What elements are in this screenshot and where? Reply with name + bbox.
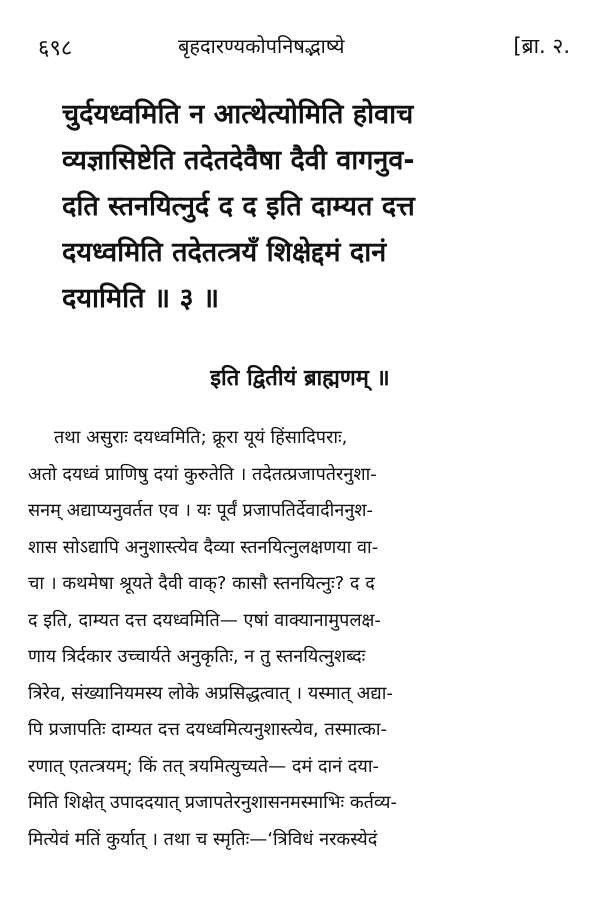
commentary-line: मित्येवं मतिं कुर्यात् । तथा च स्मृतिः—‘त्रिविधं नरकस्येदं	[28, 828, 378, 850]
verse-line: दयध्वमिति तदेतत्त्रयँ शिक्षेद्दमं दानं	[62, 237, 387, 268]
commentary-line: पि प्रजापतिः दाम्यत दत्त दयध्वमित्यनुशास्त्येव, तस्मात्का-	[28, 719, 387, 740]
section-reference: [ब्रा. २.	[513, 34, 570, 58]
commentary-line: तथा असुराः दयध्वमिति; क्रूरा यूयं हिंसादिपराः,	[54, 427, 348, 448]
verse-line: दति स्तनयित्नुर्द द द इति दाम्यत दत्त	[62, 191, 415, 222]
commentary-line: शास सोऽद्यापि अनुशास्त्येव दैव्या स्तनयित्नुलक्षणया वा-	[28, 536, 379, 558]
page-header	[38, 30, 580, 64]
running-title: बृहदारण्यकोपनिषद्भाष्ये	[178, 34, 345, 58]
commentary-line: रणात् एतत्त्रयम्; किं तत् त्रयमित्युच्यते— दमं दानं दया-	[28, 755, 380, 777]
commentary-line: अतो दयध्वं प्राणिषु दयां कुरुतेति । तदेतत्प्रजापतेरनुशा-	[28, 463, 377, 485]
verse-line: दयामिति ॥ ३ ॥	[62, 283, 220, 314]
commentary-line: णाय त्रिर्दकार उच्चार्यते अनुकृतिः, न तु स्तनयित्नुशब्दः	[28, 646, 366, 667]
section-colophon: इति द्वितीयं ब्राह्मणम् ॥	[210, 366, 390, 391]
page-number: ६९८	[38, 36, 73, 61]
commentary-line: द इति, दाम्यत दत्त दयध्वमिति— एषां वाक्यानामुपलक्ष-	[28, 609, 381, 631]
commentary-line: सनम् अद्याप्यनुवर्तत एव । यः पूर्वं प्रजापतिर्देवादीननुश-	[28, 500, 374, 521]
commentary-line: चा । कथमेषा श्रूयते दैवी वाक्? कासौ स्तनयित्नुः? द द	[28, 573, 375, 594]
verse-line: व्यज्ञासिष्टेति तदेतदेवैषा दैवी वागनुव-	[62, 145, 415, 176]
verse-block	[62, 92, 548, 322]
commentary-line: मिति शिक्षेत् उपाददयात् प्रजापतेरनुशासनमस्माभिः कर्तव्य-	[28, 792, 398, 813]
commentary-line: त्रिरेव, संख्यानियमस्य लोके अप्रसिद्धत्वात् । यस्मात् अद्या-	[28, 682, 393, 704]
commentary-block	[28, 420, 574, 858]
verse-line: चुर्दयध्वमिति न आत्थेत्योमिति होवाच	[62, 99, 414, 130]
